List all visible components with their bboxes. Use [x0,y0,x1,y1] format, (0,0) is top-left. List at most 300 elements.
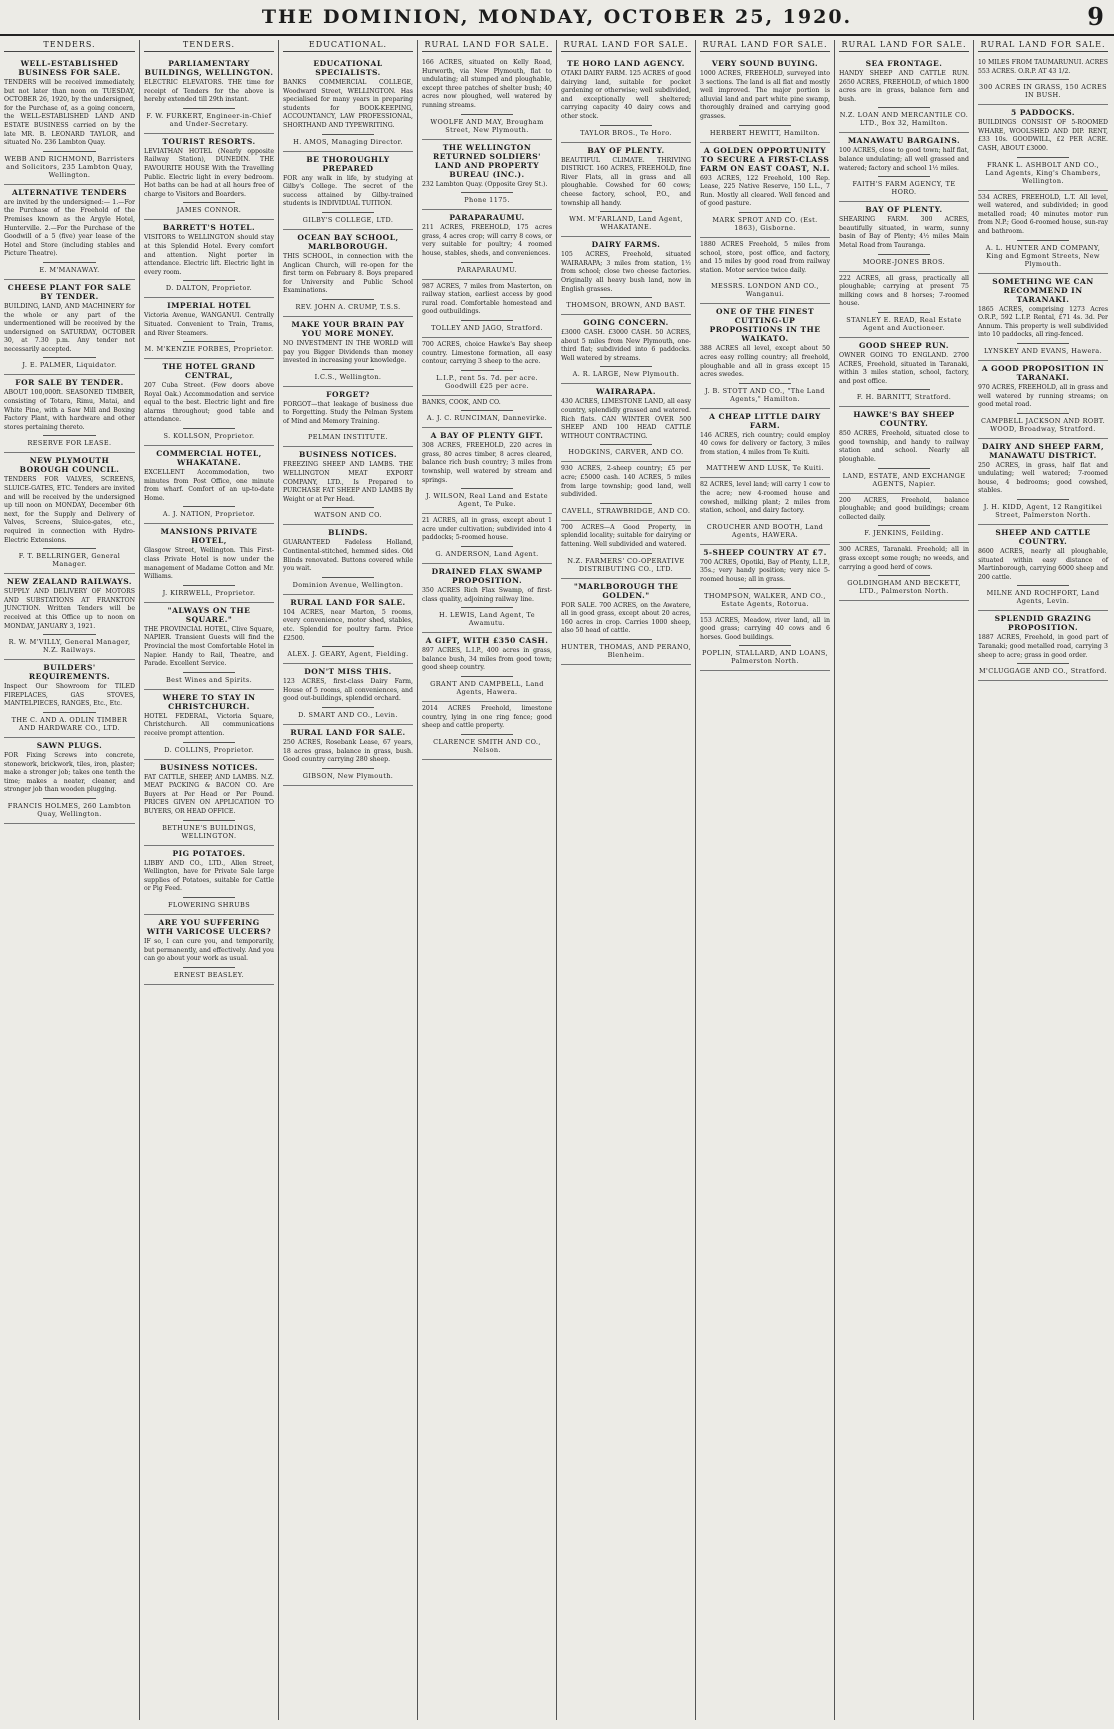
ad-headline: OCEAN BAY SCHOOL, MARLBOROUGH. [297,232,399,251]
ad-body: BANKS COMMERCIAL COLLEGE, Woodward Street, WELLINGTON. Has specialised for many years in preparing students for BOOK-KEEPING, ACCOUNTANCY, LAW PROFESSIONAL, SHORTHAND AND TYPEWRITING. [283,79,413,129]
ad-divider [600,639,652,640]
ad-divider [1017,499,1069,500]
classified-ad [422,564,552,633]
ad-headline: MANSIONS PRIVATE HOTEL, [160,527,258,546]
ad-divider [739,645,791,646]
ad-body: FOR SALE. 700 ACRES, on the Awatere, all in good grass, except about 20 acres, 160 acres in crop. Carries 1000 sheep, also 50 head of cattle. [561,601,691,635]
ad-signature: WM. M'FARLAND, Land Agent, WHAKATANE. [569,215,683,232]
ad-headline: A CHEAP LITTLE DAIRY FARM. [709,411,821,430]
ad-divider [739,212,791,213]
ad-body: BANKS, COOK, AND CO. [422,398,501,406]
classified-ad [283,725,413,786]
column-heading: RURAL LAND FOR SALE. [561,40,691,52]
ad-divider [878,389,930,390]
ad-divider [183,428,235,429]
ad-body: 10 MILES FROM TAUMARUNUI. ACRES 553 ACRES. O.R.P. AT 43 1/2. [978,59,1108,75]
ad-body: 897 ACRES, L.I.P., 400 acres in grass, balance bush, 34 miles from good town; good sheep country. [422,647,552,672]
ad-signature: LAND, ESTATE, AND EXCHANGE AGENTS, Napier. [842,471,966,488]
ad-signature: 300 ACRES IN GRASS, 150 ACRES IN BUSH. [979,83,1107,100]
column-heading: TENDERS. [4,40,135,52]
ad-divider [461,488,513,489]
ad-signature: MATTHEW AND LUSK, Te Kuiti. [706,464,824,473]
ad-body: 308 ACRES, FREEHOLD, 220 acres in grass, 80 acres timber, 8 acres cleared, balance rich bush country; 3 miles from township, well watered by stream and springs. [422,442,552,484]
ad-divider [43,262,95,263]
ad-body: 21 ACRES, all in grass, except about 1 acre under cultivation; subdivided into 4 paddocks; 5-roomed house. [422,517,552,542]
ad-divider [1017,79,1069,80]
classified-ad [561,237,691,315]
ad-body: 300 ACRES, Taranaki. Freehold; all in grass except some rough; no weeds, and carrying a good herd of cows. [839,546,969,571]
ad-body: OWNER GOING TO ENGLAND. 2700 ACRES, Freehold, situated in Taranaki, within 3 miles station, school, factory, and post office. [839,351,969,385]
ad-headline: SEA FRONTAGE. [865,59,943,68]
ad-body: FAT CATTLE, SHEEP, AND LAMBS. N.Z. MEAT PACKING & BACON CO. Are Buyers at Per Head or Per Pound. PRICES GIVEN ON APPLICATION TO BUYERS, OR HEAD OFFICE. [144,773,274,815]
ad-signature: GILBY'S COLLEGE, LTD. [302,215,394,224]
ad-signature: Dominion Avenue, Wellington. [292,580,404,589]
classified-ad [422,514,552,564]
classified-ad [839,543,969,601]
ad-body: 350 ACRES Rich Flax Swamp, of first-class quality, adjoining railway line. [422,587,552,603]
ad-signature: F. T. BELLRINGER, General Manager. [18,552,121,569]
masthead [0,0,1114,36]
ad-divider [600,297,652,298]
classified-ad [144,220,274,298]
ad-divider [878,525,930,526]
classified-ad [4,660,135,738]
ad-divider [600,553,652,554]
ad-body: ELECTRIC ELEVATORS. THE time for receipt of Tenders for the above is hereby extended till 29th instant. [144,79,274,104]
ad-headline: PARAPARAUMU. [449,213,525,223]
ad-divider [43,151,95,152]
ad-signature: REV. JOHN A. CRUMP, T.S.S. [295,302,401,311]
ad-signature: MESSRS. LONDON AND CO., Wanganui. [711,282,819,299]
ad-signature: POPLIN, STALLARD, AND LOANS, Palmerston North. [702,649,828,666]
classified-ad [283,152,413,230]
ad-signature: F. JENKINS, Feilding. [864,529,944,538]
ad-body: 1865 ACRES, comprising 1273 Acres O.R.P., 592 L.I.P. Rental, £71 4s. 3d. Per Annum. This property is well subdivided into 10 paddocks, all ring-fenced. [978,305,1108,339]
ad-headline: THE HOTEL GRAND CENTRAL, [162,362,256,381]
ad-headline: SHEEP AND CATTLE COUNTRY. [995,528,1091,547]
classified-ad [422,210,552,279]
ad-signature: LYNSKEY AND EVANS, Hawera. [983,346,1103,355]
ad-divider [183,897,235,898]
ad-body: 1880 ACRES Freehold, 5 miles from school, store, post office, and factory, and 15 miles by good road from railway station. Motor service twice daily. [700,240,830,274]
classified-ad [978,611,1108,681]
ad-headline: MAKE YOUR BRAIN PAY YOU MORE MONEY. [291,319,405,338]
ad-body: 1887 ACRES, Freehold, in good part of Taranaki; good metalled road, carrying 3 sheep to acre; grass in good order. [978,634,1108,659]
ad-signature: STANLEY E. READ, Real Estate Agent and Auctioneer. [846,315,962,332]
ad-signature: WATSON AND CO. [314,511,382,520]
classified-ad [700,143,830,238]
classified-ad [700,409,830,479]
ad-headline: "ALWAYS ON THE SQUARE." [167,605,251,624]
ad-signature: D. COLLINS, Proprietor. [164,745,254,754]
classified-ad [4,738,135,824]
ad-body: 82 ACRES, level land; will carry 1 cow to the acre; new 4-roomed house and cowshed, milking plant; 2 miles from station, school, and dairy factory. [700,481,830,515]
ad-body: BUILDINGS CONSIST OF 5-ROOMED WHARE, WOOLSHED AND DIP. RENT, £33 10s. GOODWILL, £2 PER ACRE. CASH, ABOUT £3000. [978,119,1108,152]
ad-divider [183,967,235,968]
classified-ad [422,633,552,702]
ad-divider [43,712,95,713]
classified-ad [4,280,135,376]
ad-headline: DAIRY FARMS. [591,240,661,250]
ad-divider [739,383,791,384]
ad-divider [461,546,513,547]
ad-headline: TE HORO LAND AGENCY. [567,59,685,68]
ad-headline: BARRETT'S HOTEL. [162,223,256,233]
classified-ad [4,453,135,574]
ad-divider [322,369,374,370]
ad-headline: RURAL LAND FOR SALE. [290,727,406,737]
ad-divider [183,202,235,203]
ad-headline: VERY SOUND BUYING. [711,59,819,68]
ad-divider [461,676,513,677]
ad-body: £3000 CASH. £3000 CASH. 50 ACRES, about 5 miles from New Plymouth, one-third flat; subdivided into 6 paddocks. Well watered by streams. [561,329,691,362]
ad-signature: GIBSON, New Plymouth. [302,771,394,780]
ad-headline: BUSINESS NOTICES. [298,450,398,460]
column-heading: TENDERS. [144,40,274,52]
newspaper-column-5 [556,40,695,1720]
ad-body: 222 ACRES, all grass, practically all ploughable; carrying at present 75 milking cows and 8 horses; 7-roomed house. [839,274,969,308]
ad-body: 1000 ACRES, FREEHOLD, surveyed into 3 sections. The land is all flat and mostly well improved. The major portion is alluvial land and part white pine swamp, thoroughly drained and carrying good grasses. [700,70,830,120]
ad-headline: A GOLDEN OPPORTUNITY TO SECURE A FIRST-CLASS FARM ON EAST COAST, N.I. [700,145,830,173]
ad-signature: PELMAN INSTITUTE. [308,433,388,442]
ad-divider [878,176,930,177]
ad-body: 146 ACRES, rich country; could employ 40 cows for delivery or factory, 3 miles from station, 4 miles from Te Kuiti. [700,431,830,456]
ad-headline: A GOOD PROPOSITION IN TARANAKI. [981,363,1105,382]
ad-headline: MANAWATU BARGAINS. [847,136,961,146]
classified-ad [839,133,969,202]
classified-ad [700,478,830,544]
ad-headline: A GIFT, WITH £350 CASH. [425,636,549,646]
classified-ad [422,396,552,429]
ad-signature: S. KOLLSON, Proprietor. [163,432,255,441]
ad-headline: SPLENDID GRAZING PROPOSITION. [994,614,1092,633]
classified-ad [422,702,552,760]
ad-body: 250 ACRES, in grass, half flat and undulating; well watered; 7-roomed house, 4 bedrooms; good cowshed, stables. [978,461,1108,495]
classified-ad [700,614,830,672]
ad-body: FREEZING SHEEP AND LAMBS. THE WELLINGTON MEAT EXPORT COMPANY, LTD., Is Prepared to PURCHASE FAT SHEEP AND LAMBS By Weight or at Per Head. [283,461,413,503]
ad-signature: J. E. PALMER, Liquidator. [22,361,117,370]
ad-headline: TOURIST RESORTS. [162,136,256,146]
ad-body: THE PROVINCIAL HOTEL, Clive Square, NAPIER. Transient Guests will find the Provincial the most Comfortable Hotel in Napier. Handy to Rail, Theatre, and Parade. Excellent Service. [144,625,274,668]
classified-ad [422,428,552,514]
ad-headline: HAWKE'S BAY SHEEP COUNTRY. [853,410,955,429]
ad-body: 105 ACRES, Freehold, situated WAIRARAPA; 3 miles from station, 1½ from school; close two cheese factories. Originally all heavy bush land, now in English grasses. [561,251,691,293]
ad-divider [322,577,374,578]
ad-signature: M'CLUGGAGE AND CO., Stratford. [978,667,1108,676]
ad-headline: NEW ZEALAND RAILWAYS. [6,577,132,587]
ad-headline: NEW PLYMOUTH BOROUGH COUNCIL. [19,456,120,475]
classified-ad [561,56,691,143]
ad-divider [322,299,374,300]
ad-divider [183,341,235,342]
ad-signature: L.I.P., rent 5s. 7d. per acre. Goodwill £25 per acre. [436,373,538,390]
ad-body: FOR Fixing Screws into concrete, stonework, brickwork, tiles, iron, plaster; make a stronger job; takes one tenth the time; makes a neater, cleaner, and stronger job than wooden plugging. [4,751,135,794]
column-heading: EDUCATIONAL. [283,40,413,52]
ad-body: 232 Lambton Quay. (Opposite Grey St.). [422,180,548,188]
ad-signature: G. ANDERSON, Land Agent. [435,550,539,559]
ad-headline: THE WELLINGTON RETURNED SOLDIERS' LAND AND PROPERTY BUREAU (INC.). [433,142,541,179]
ad-signature: MOORE-JONES BROS. [862,257,946,266]
ad-divider [322,212,374,213]
ad-divider [322,429,374,430]
ad-headline: SOMETHING WE CAN RECOMMEND IN TARANAKI. [992,276,1094,304]
ad-headline: RURAL LAND FOR SALE. [290,597,406,607]
ad-divider [600,366,652,367]
ad-headline: CHEESE PLANT FOR SALE BY TENDER. [7,282,132,301]
ad-body: EXCELLENT Accommodation, two minutes from Post Office, one minute from wharf. Comfort of an up-to-date Home. [144,469,274,502]
ad-signature: TOLLEY AND JAGO, Stratford. [431,323,543,332]
ad-headline: BUILDERS' REQUIREMENTS. [28,663,111,682]
ad-body: Glasgow Street, Wellington. This First-class Private Hotel is now under the management of Madame Cotton and Mr. Williams. [144,547,274,581]
ad-signature: HERBERT HEWITT, Hamilton. [709,128,821,137]
ad-signature: FLOWERING SHRUBS [167,900,251,909]
ad-signature: J. H. KIDD, Agent, 12 Rangitikei Street, Palmerston North. [983,503,1103,520]
ad-divider [322,707,374,708]
ad-signature: FRANCIS HOLMES, 260 Lambton Quay, Wellington. [7,801,132,818]
ad-divider [739,519,791,520]
ad-signature: M. M'KENZIE FORBES, Proprietor. [144,345,274,354]
classified-ad [144,603,274,690]
ad-signature: PARAPARAUMU. [457,265,517,274]
ad-divider [1017,240,1069,241]
ad-divider [739,460,791,461]
classified-ad [283,387,413,448]
ad-headline: BE THOROUGHLY PREPARED [306,154,390,173]
ad-signature: HUNTER, THOMAS, AND PERANO, Blenheim. [561,642,691,659]
ad-divider [183,672,235,673]
classified-ad [4,574,135,660]
ad-divider [1017,413,1069,414]
ad-divider [878,575,930,576]
ad-divider [183,585,235,586]
ad-body: 534 ACRES, FREEHOLD, L.T. All level, well watered, and subdivided; in good metalled road; 40 minutes motor run from N.P.; Good 6-roomed house, sun-ray and bathroom. [978,193,1108,235]
ad-divider [43,357,95,358]
ad-body: 850 ACRES, Freehold, situated close to good township, and handy to railway station and school. Nearly all ploughable. [839,430,969,464]
classified-ad [422,280,552,338]
ad-body: GUARANTEED Fadeless Holland, Continental-stitched, hemmed sides. Old Blinds renovated. Buttons covered while you wait. [283,539,413,573]
ad-signature: GRANT AND CAMPBELL, Land Agents, Hawera. [430,680,544,696]
ad-headline: COMMERCIAL HOTEL, WHAKATANE. [156,449,262,468]
ad-signature: BETHUNE'S BUILDINGS, WELLINGTON. [162,823,256,840]
classified-ad [283,317,413,387]
ad-body: NO INVESTMENT IN THE WORLD will pay you Bigger Dividends than money invested in increasing your knowledge. [283,339,413,365]
classified-ad [561,521,691,579]
ad-divider [322,507,374,508]
classified-ad [283,664,413,725]
ad-signature: MARK SPROT AND CO. (Est. 1863), Gisborne. [712,215,818,232]
newspaper-column-2 [139,40,278,1720]
classified-ad [839,407,969,493]
ad-body: 211 ACRES, FREEHOLD, 175 acres grass, 4 acres crop; will carry 8 cows, or very suitable for poultry; 4 roomed house, stables, sheds, and conveniences. [422,224,552,257]
ad-body: SUPPLY AND DELIVERY OF MOTORS AND SUBSTATIONS AT FRANKTON JUNCTION. Written Tenders will be received at this Office up to noon on MONDAY, JANUARY 3, 1921. [4,588,135,630]
ad-signature: A. J. C. RUNCIMAN, Dannevirke. [426,414,548,423]
classified-ad [283,56,413,152]
newspaper-title: THE DOMINION, MONDAY, OCTOBER 25, 1920. [261,6,853,28]
classified-ad [839,202,969,271]
classified-ad [283,230,413,317]
ad-body: THIS SCHOOL, in connection with the Anglican Church, will re-open for the first term on February 8. Boys prepared for University and Public School Examinations. [283,252,413,295]
classified-ad [978,439,1108,525]
ad-body: 700 ACRES—A Good Property, in splendid locality; suitable for dairying or fattening. Well subdivided and watered. [561,523,691,548]
column-heading: RURAL LAND FOR SALE. [839,40,969,52]
ad-divider [461,410,513,411]
ad-signature: J. WILSON, Real Land and Estate Agent, Te Puke. [425,492,549,509]
ad-divider [1017,343,1069,344]
classified-ad [561,143,691,238]
classified-ad [839,56,969,133]
ad-signature: H. AMOS, Managing Director. [293,137,403,146]
classified-ad [978,105,1108,190]
classified-ad [561,384,691,462]
newspaper-column-1 [0,40,139,1720]
classified-ad [144,359,274,446]
classified-ad [978,56,1108,105]
ad-divider [461,370,513,371]
ad-divider [1017,585,1069,586]
newspaper-column-6 [695,40,834,1720]
ad-signature: CAMPBELL JACKSON AND ROBT. WOOD, Broadway, Stratford. [980,416,1106,433]
ad-body: 693 ACRES, 122 Freehold, 100 Rep. Lease, 225 Native Reserve, 150 L.L., 7 Run. Mostly all cleared. Well fenced and of good pasture. [700,174,830,208]
newspaper-column-3 [278,40,417,1720]
ad-divider [878,312,930,313]
ad-divider [461,320,513,321]
ad-body: 388 ACRES all level, except about 50 acres easy rolling country; all freehold, ploughable and all in grass except 15 acres swedes. [700,345,830,379]
ad-signature: CAVELL, STRAWBRIDGE, AND CO. [561,506,691,515]
classified-ad [700,56,830,143]
ad-headline: A BAY OF PLENTY GIFT. [430,431,544,441]
classified-ad [144,690,274,760]
ad-divider [183,506,235,507]
ad-body: SHEARING FARM. 300 ACRES, beautifully situated, in warm, sunny basin of Bay of Plenty; 4½ miles Main Metal Road from Tauranga. [839,216,969,249]
ad-body: 207 Cuba Street. (Few doors above Royal Oak.) Accommodation and service equal to the best. Electric light and fire alarms throughout; good table and attendance. [144,382,274,424]
ad-signature: GOLDINGHAM AND BECKETT, LTD., Palmerston North. [847,579,961,596]
ad-signature: Best Wines and Spirits. [165,675,253,684]
ad-body: ABOUT 100,000ft. SEASONED TIMBER, consisting of Totara, Rimu, Matai, and White Pine, with a Saw Mill and Boxing Factory Plant, with hardware and other stores pertaining thereto. [4,389,135,431]
classified-ad [839,338,969,407]
ad-body: Inspect Our Showroom for TILED FIREPLACES, GAS STOVES, MANTELPIECES, RANGES, Etc., Etc. [4,683,135,708]
ad-divider [183,742,235,743]
ad-headline: PIG POTATOES. [172,848,246,858]
ad-divider [461,262,513,263]
classified-ad [561,579,691,665]
classified-ad [700,304,830,408]
ad-body: 104 ACRES, near Marton, 5 rooms, every convenience, motor shed, stables, etc. Splendid for poultry farm. Price £2500. [283,608,413,642]
classified-ad [422,140,552,211]
ad-signature: THE C. AND A. ODLIN TIMBER AND HARDWARE CO., LTD. [11,715,128,732]
ad-headline: BUSINESS NOTICES. [159,762,259,772]
ad-headline: BLINDS. [328,528,368,538]
ad-body: Victoria Avenue, WANGANUI. Centrally Situated. Convenient to Train, Trams, and River Steamers. [144,312,274,337]
ad-signature: CROUCHER AND BOOTH, Land Agents, HAWERA. [706,522,824,539]
ad-headline: SAWN PLUGS. [36,740,103,750]
ad-signature: ERNEST BEASLEY. [173,970,245,979]
ad-body: 930 ACRES, 2-sheep country; £5 per acre; £5000 cash. 140 ACRES, 5 miles from large township; good land, well subdivided. [561,465,691,499]
ad-body: HANDY SHEEP AND CATTLE RUN. 2650 ACRES, FREEHOLD, of which 1800 acres are in grass, balance fern and bush. [839,70,969,103]
ad-signature: A. R. LARGE, New Plymouth. [572,370,680,379]
ad-headline: FOR SALE BY TENDER. [15,378,124,388]
ad-divider [183,820,235,821]
ad-divider [739,125,791,126]
ad-signature: TAYLOR BROS., Te Horo. [580,128,672,137]
ad-headline: 5 PADDOCKS. [1010,108,1076,118]
ad-body: 8600 ACRES, nearly all ploughable, situated within easy distance of Martinborough, carrying 6000 sheep and 200 cattle. [978,548,1108,581]
ad-body: 200 ACRES, Freehold, balance ploughable; and good buildings; cream collected daily. [839,496,969,521]
ad-headline: DRAINED FLAX SWAMP PROPOSITION. [431,567,543,586]
ad-divider [600,503,652,504]
page-number: 9 [1087,2,1104,31]
ad-signature: JAMES CONNOR. [176,206,242,215]
ad-signature: ALEX. J. GEARY, Agent, Fielding. [287,650,409,659]
ad-headline: WAIRARAPA. [596,387,656,397]
ad-body: 250 ACRES, Rosebank Lease, 67 years, 18 acres grass, balance in grass, bush. Good country carrying 280 sheep. [283,738,413,764]
ad-signature: D. DALTON, Proprietor. [165,284,253,293]
classified-ad [561,315,691,384]
ad-divider [461,114,513,115]
classified-ad [978,191,1108,274]
ad-divider [1017,157,1069,158]
ad-signature: THOMPSON, WALKER, AND CO., Estate Agents, Rotorua. [704,591,826,608]
ad-headline: ARE YOU SUFFERING WITH VARICOSE ULCERS? [146,917,272,936]
classified-ad [561,462,691,520]
ad-body: FORGOT—that leakage of business due to Forgetting. Study the Pelman System of Mind and Memory Training. [283,400,413,425]
ad-signature: WEBB AND RICHMOND, Barristers and Solicitors, 235 Lambton Quay, Wellington. [4,154,135,179]
ad-divider [878,468,930,469]
ad-divider [461,607,513,608]
ad-body: HOTEL FEDERAL, Victoria Square, Christchurch. All communications receive prompt attention. [144,712,274,737]
ad-body: 2014 ACRES Freehold, limestone country, lying in one ring fence; good sheep and cattle property. [422,705,552,730]
classified-ad [978,361,1108,439]
ad-divider [600,125,652,126]
classified-ad [283,447,413,525]
ad-signature: A. L. HUNTER AND COMPANY, King and Egmont Streets, New Plymouth. [985,243,1101,268]
classified-ad [422,56,552,140]
ad-body: FOR any walk in life, by studying at Gilby's College. The secret of the success attained by Gilby-trained students is INDIVIDUAL TUITION. [283,174,413,208]
column-heading: RURAL LAND FOR SALE. [978,40,1108,52]
ad-divider [739,588,791,589]
ad-signature: F. W. FURKERT, Engineer-in-Chief and Under-Secretary. [146,111,272,128]
classified-ad [144,56,274,134]
classified-ad [283,595,413,664]
ad-signature: WOOLFE AND MAY, Brougham Street, New Plymouth. [430,117,544,134]
column-heading: RURAL LAND FOR SALE. [700,40,830,52]
ad-signature: R. W. M'VILLY, General Manager, N.Z. Railways. [8,638,131,655]
ad-body: TENDERS FOR VALVES, SCREENS, SLUICE-GATES, ETC. Tenders are invited and will be received by the undersigned up till noon on MONDAY, December 6th next, for the Supply and Delivery of Valves, Screens, Sluice-gates, etc., required in connection with Hydro-Electric Extensions. [4,476,135,544]
ad-signature: HODGKINS, CARVER, AND CO. [568,448,684,457]
ad-body: VISITORS to WELLINGTON should stay at this Splendid Hotel. Every comfort and attention. Night porter in attendance. Electric lift. Electric light in every room. [144,234,274,276]
ad-body: BEAUTIFUL CLIMATE. THRIVING DISTRICT. 160 ACRES, FREEHOLD, fine River Flats, all in grass and all ploughable. Cowshed for 60 cows; cheese factory, school, P.O., and township all handy. [561,156,691,207]
ad-divider [43,548,95,549]
ad-divider [43,435,95,436]
column-heading: RURAL LAND FOR SALE. [422,40,552,52]
ad-body: 166 ACRES, situated on Kelly Road, Hurworth, via New Plymouth, flat to undulating; all stumped and ploughable, except three patches of shelter bush; 40 acres now ploughed, well watered by running streams. [422,59,552,109]
ad-body: are invited by the undersigned:— 1.—For the Purchase of the Freehold of the Premises known as the Argyle Hotel, Hunterville. 2.—For the Purchase of the Goodwill of a 5 (five) year lease of the Hotel and Store (including stables and Picture Theatre). [4,198,135,258]
classified-ad [839,494,969,544]
newspaper-column-8 [973,40,1112,1720]
ad-divider [878,254,930,255]
ad-body: LIBBY AND CO., LTD., Allen Street, Wellington, have for Private Sale large supplies of Potatoes, suitable for Cattle or Pig Feed. [144,859,274,893]
ad-headline: "MARLBOROUGH THE GOLDEN." [573,581,679,600]
ad-body: BUILDING, LAND, AND MACHINERY for the whole or any part of the undermentioned will be received by the undersigned on SATURDAY, OCTOBER 30, at 7.30 p.m. Any tender not necessarily accepted. [4,302,135,353]
ad-headline: 5-SHEEP COUNTRY AT £7. [703,547,827,557]
classified-ad [4,375,135,453]
ad-signature: J. B. STOTT AND CO., "The Land Agents," Hamilton. [705,386,825,403]
classified-ad [144,524,274,602]
ad-signature: N.Z. FARMERS' CO-OPERATIVE DISTRIBUTING CO., LTD. [567,556,685,573]
classified-ad [4,185,135,280]
ad-divider [878,107,930,108]
ad-headline: ONE OF THE FINEST CUTTING-UP PROPOSITIONS IN THE WAIKATO. [709,307,821,344]
classified-ad [144,760,274,846]
